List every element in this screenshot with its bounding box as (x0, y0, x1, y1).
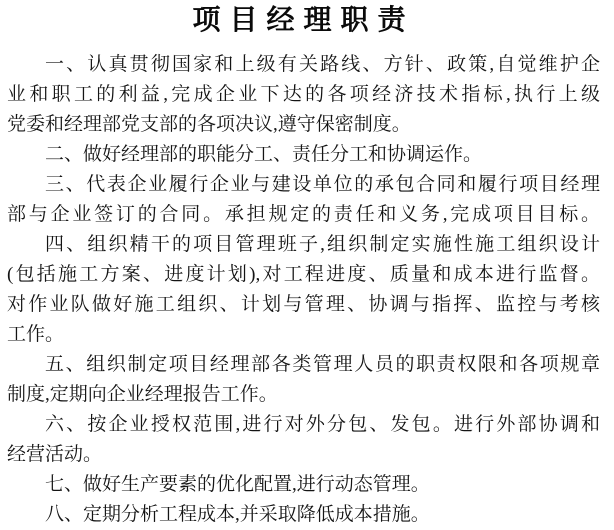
paragraph-line: (包括施工方案、进度计划),对工程进度、质量和成本进行监督。 (7, 264, 600, 285)
paragraph-line: 经营活动。 (7, 444, 103, 465)
paragraph-line: 三、代表企业履行企业与建设单位的承包合同和履行项目经理 (45, 174, 600, 195)
paragraph-2 (7, 140, 600, 170)
paragraph-line: 制度,定期向企业经理报告工作。 (7, 384, 278, 405)
paragraph-line: 党委和经理部党支部的各项决议,遵守保密制度。 (7, 114, 411, 135)
paragraph-1 (7, 50, 600, 140)
paragraph-line: 对作业队做好施工组织、计划与管理、协调与指挥、监控与考核 (7, 294, 600, 315)
paragraph-line: 工作。 (7, 324, 65, 345)
paragraph-6 (7, 410, 600, 470)
paragraph-line: 四、组织精干的项目管理班子,组织制定实施性施工组织设计 (45, 234, 600, 255)
paragraph-line: 部与企业签订的合同。承担规定的责任和义务,完成项目目标。 (7, 204, 600, 225)
paragraph-7 (7, 470, 600, 500)
paragraph-line: 七、做好生产要素的优化配置,进行动态管理。 (45, 474, 430, 495)
paragraph-line: 二、做好经理部的职能分工、责任分工和协调运作。 (45, 144, 483, 165)
paragraph-8 (7, 500, 600, 530)
paragraph-3 (7, 170, 600, 230)
paragraph-line: 八、定期分析工程成本,并采取降低成本措施。 (45, 504, 430, 525)
document-body (7, 50, 600, 530)
paragraph-4 (7, 230, 600, 350)
paragraph-line: 业和职工的利益,完成企业下达的各项经济技术指标,执行上级 (7, 84, 600, 105)
paragraph-line: 一、认真贯彻国家和上级有关路线、方针、政策,自觉维护企 (45, 54, 600, 75)
paragraph-line: 六、按企业授权范围,进行对外分包、发包。进行外部协调和 (45, 414, 600, 435)
paragraph-line: 五、组织制定项目经理部各类管理人员的职责权限和各项规章 (45, 354, 600, 375)
document-title: 项目经理职责 (192, 5, 415, 36)
paragraph-5 (7, 350, 600, 410)
